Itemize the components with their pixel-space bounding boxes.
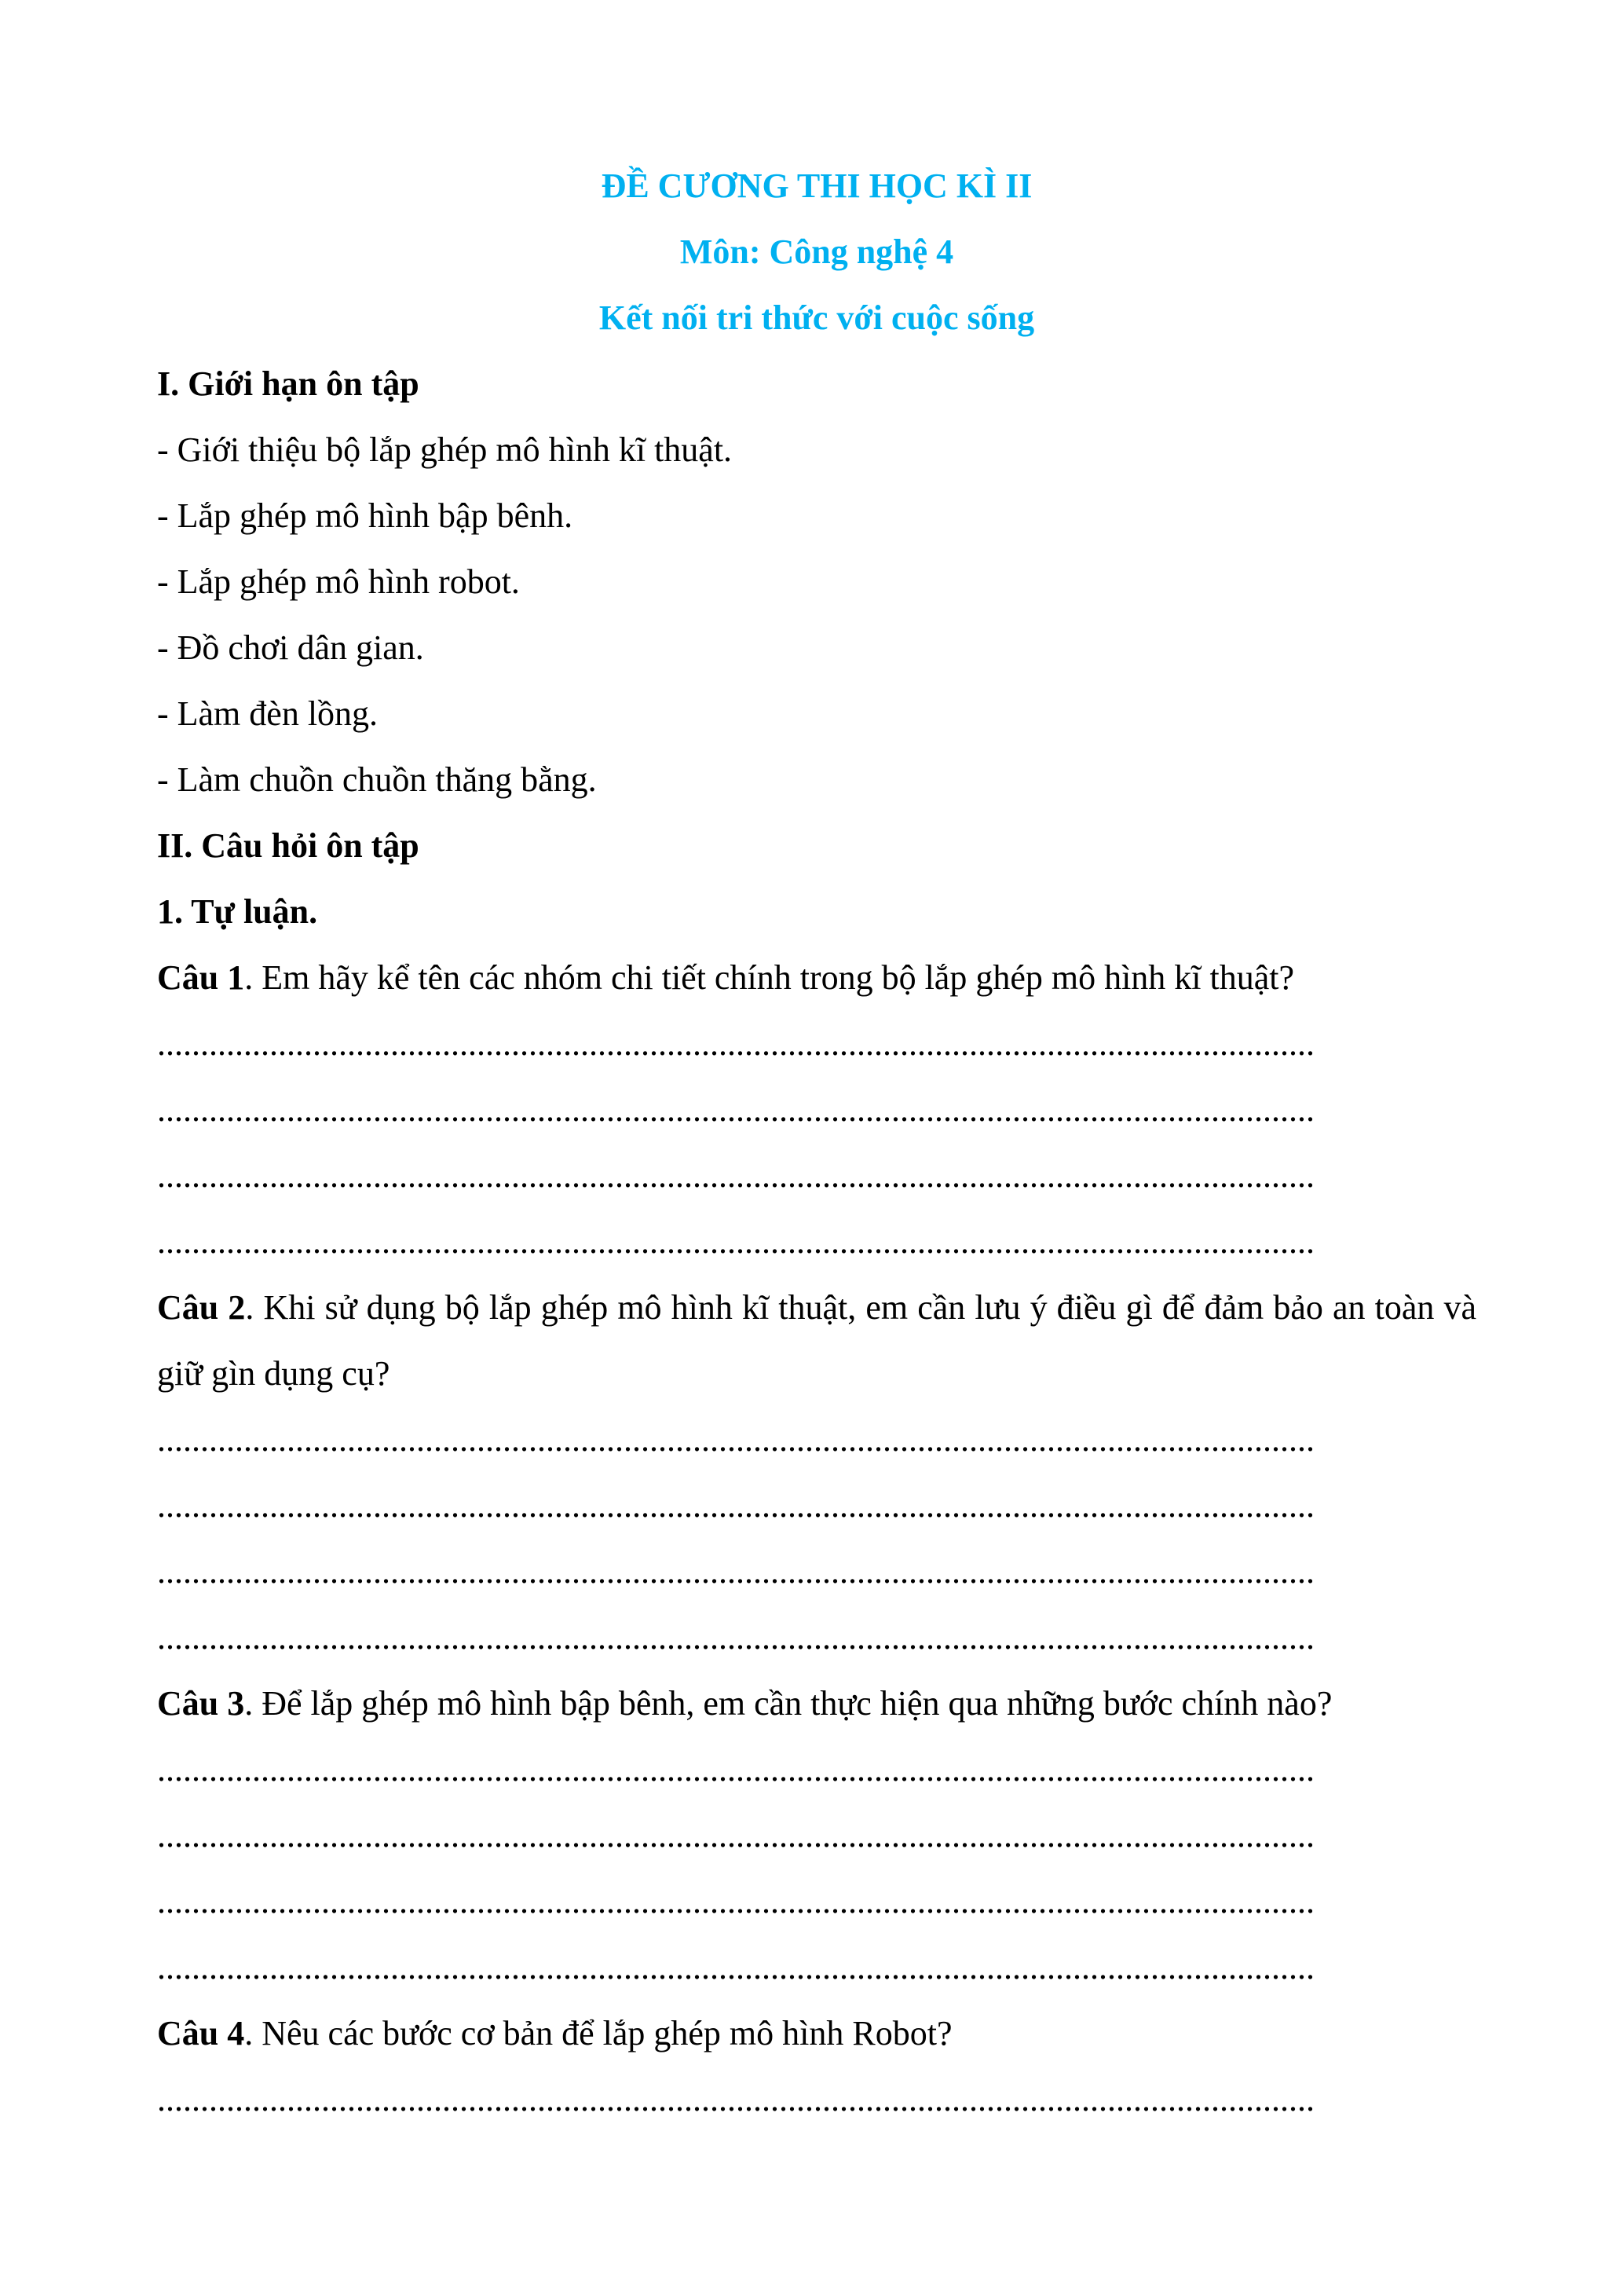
question-3 <box>157 1671 1476 1737</box>
answer-line[interactable]: ...................................................................................................................................... <box>157 1420 1315 1459</box>
answer-line[interactable]: ...................................................................................................................................... <box>157 1816 1315 1855</box>
question-text: . Khi sử dụng bộ lắp ghép mô hình kĩ thuật, em cần lưu ý điều gì để đảm bảo an toàn và giữ gìn dụng cụ? <box>157 1288 1476 1393</box>
review-item: - Lắp ghép mô hình bập bênh. <box>157 496 573 535</box>
document-series: Kết nối tri thức với cuộc sống <box>598 298 1035 337</box>
question-number: Câu 1 <box>157 958 245 997</box>
review-item: - Lắp ghép mô hình robot. <box>157 562 520 601</box>
question-number: Câu 2 <box>157 1288 246 1327</box>
answer-line[interactable]: ...................................................................................................................................... <box>157 1750 1315 1789</box>
document-page <box>157 153 1476 2133</box>
answer-line[interactable]: ...................................................................................................................................... <box>157 2080 1315 2118</box>
answer-line[interactable]: ...................................................................................................................................... <box>157 1222 1315 1261</box>
question-number: Câu 3 <box>157 1684 245 1723</box>
question-number: Câu 4 <box>157 2014 245 2052</box>
question-4 <box>157 2001 1476 2067</box>
part-1-heading: 1. Tự luận. <box>157 892 318 931</box>
question-text: . Nêu các bước cơ bản để lắp ghép mô hình Robot? <box>244 2014 953 2052</box>
title-block <box>157 153 1476 351</box>
answer-line[interactable]: ...................................................................................................................................... <box>157 1486 1315 1525</box>
review-item: - Làm chuồn chuồn thăng bằng. <box>157 760 597 799</box>
section-1-heading: I. Giới hạn ôn tập <box>157 364 419 403</box>
review-item: - Giới thiệu bộ lắp ghép mô hình kĩ thuật. <box>157 430 733 469</box>
question-text: . Em hãy kể tên các nhóm chi tiết chính trong bộ lắp ghép mô hình kĩ thuật? <box>244 958 1295 997</box>
answer-line[interactable]: ...................................................................................................................................... <box>157 1090 1315 1129</box>
question-text: . Để lắp ghép mô hình bập bênh, em cần thực hiện qua những bước chính nào? <box>244 1684 1333 1723</box>
answer-line[interactable]: ...................................................................................................................................... <box>157 1948 1315 1987</box>
document-title: ĐỀ CƯƠNG THI HỌC KÌ II <box>601 167 1033 205</box>
section-2-heading: II. Câu hỏi ôn tập <box>157 826 419 865</box>
answer-line[interactable]: ...................................................................................................................................... <box>157 1882 1315 1921</box>
document-subject: Môn: Công nghệ 4 <box>679 233 954 271</box>
review-item: - Làm đèn lồng. <box>157 694 379 733</box>
answer-line[interactable]: ...................................................................................................................................... <box>157 1552 1315 1591</box>
review-item: - Đồ chơi dân gian. <box>157 628 424 667</box>
answer-line[interactable]: ...................................................................................................................................... <box>157 1618 1315 1657</box>
question-1 <box>157 945 1476 1011</box>
answer-line[interactable]: ...................................................................................................................................... <box>157 1156 1315 1195</box>
question-2 <box>157 1275 1476 1407</box>
answer-line[interactable]: ...................................................................................................................................... <box>157 1024 1315 1063</box>
